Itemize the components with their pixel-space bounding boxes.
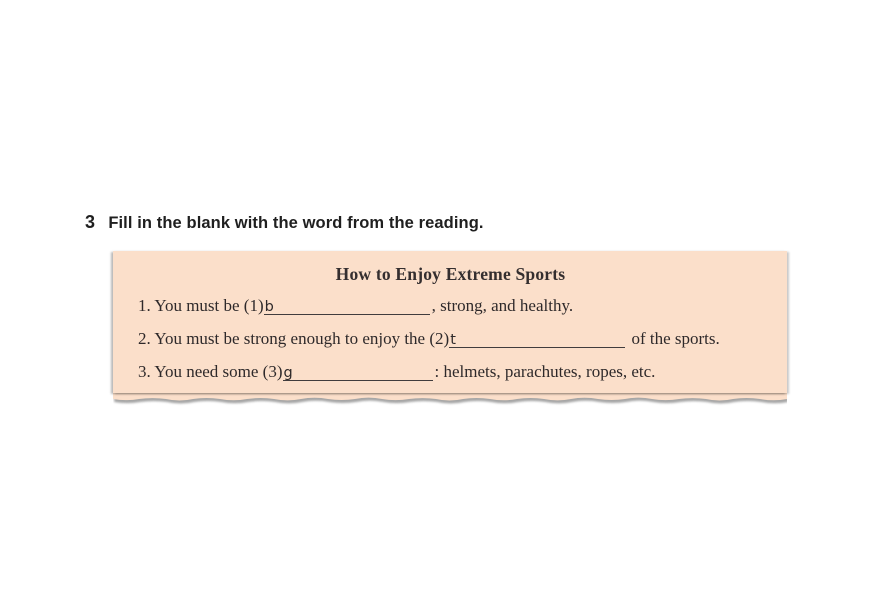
answer-blank-1[interactable] (264, 298, 430, 315)
fill-blank-item-1 (138, 295, 763, 317)
item-3-hint-letter: g (283, 365, 293, 381)
fill-blank-item-2 (138, 328, 763, 350)
item-2-suffix: of the sports. (627, 329, 720, 348)
answer-blank-3[interactable] (283, 364, 433, 381)
exercise-header (85, 212, 484, 233)
item-2-prefix: 2. You must be strong enough to enjoy the (2) (138, 329, 450, 348)
worksheet-paper-body (113, 251, 787, 393)
answer-blank-2[interactable] (449, 331, 625, 348)
item-3-prefix: 3. You need some (3) (138, 362, 283, 381)
worksheet-title: How to Enjoy Extreme Sports (335, 264, 566, 284)
torn-paper-edge (113, 392, 787, 408)
exercise-number: 3 (85, 212, 96, 232)
item-3-suffix: : helmets, parachutes, ropes, etc. (434, 362, 656, 381)
exercise-instruction: Fill in the blank with the word from the reading. (108, 214, 484, 232)
item-1-hint-letter: b (264, 299, 274, 315)
item-1-prefix: 1. You must be (1) (138, 296, 264, 315)
item-2-hint-letter: t (450, 332, 456, 348)
item-1-suffix: , strong, and healthy. (431, 296, 574, 315)
fill-blank-item-3 (138, 361, 763, 383)
worksheet-paper (113, 251, 787, 408)
